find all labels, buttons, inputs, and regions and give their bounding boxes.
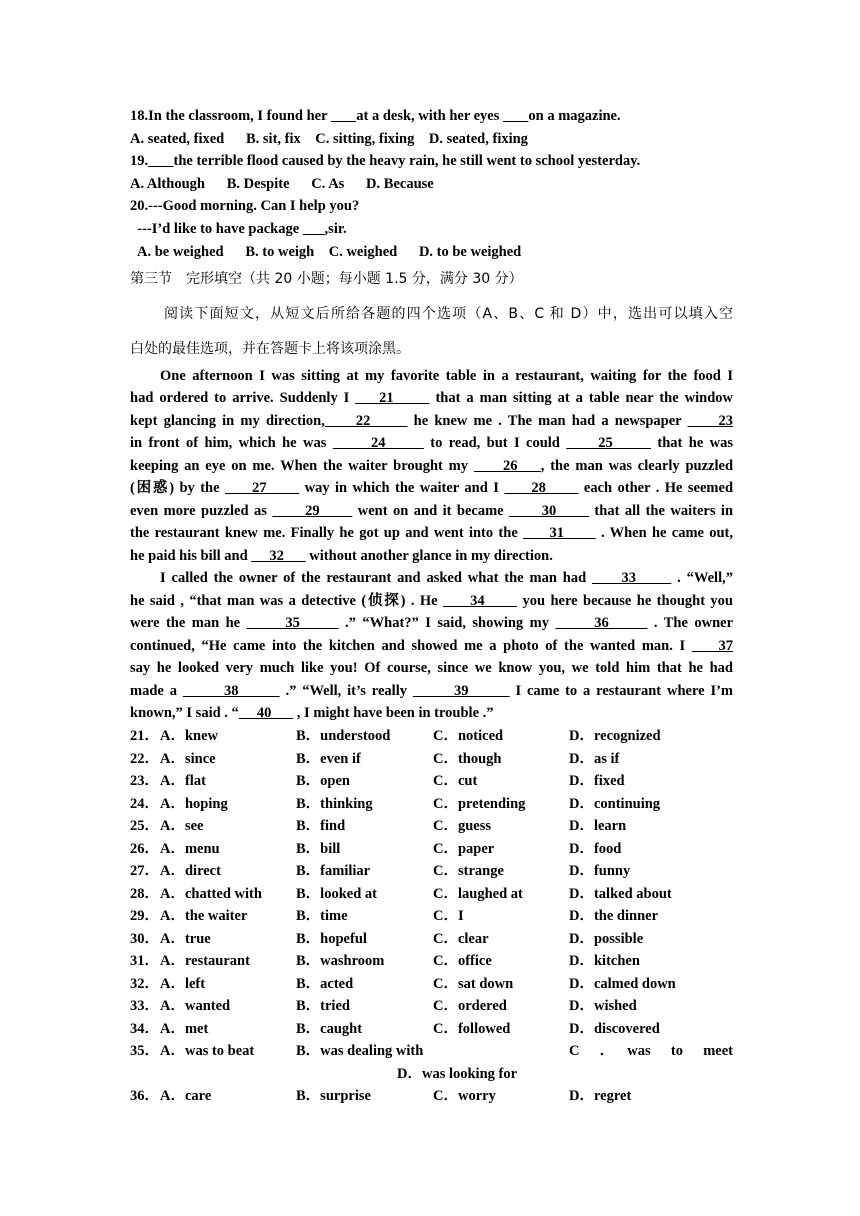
blank-30: 30 [509, 503, 589, 519]
stem-text: 19. [130, 153, 149, 169]
stem-text: ---I’d like to have package [130, 221, 303, 237]
question-number: 35． [130, 1043, 159, 1059]
option-d: D．food [569, 840, 622, 857]
option-b: B．tried [296, 998, 350, 1014]
passage-text: that a man sitting at a table near the window [429, 390, 734, 406]
passage-text: continued, “He came into the kitchen and showed me a photo of the wanted man. I [130, 638, 692, 654]
passage-line [130, 412, 733, 430]
passage-text: that all the waiters in [588, 503, 734, 519]
question-19-stem [130, 152, 733, 170]
passage-text: even more puzzled as [130, 503, 273, 519]
passage-text: keeping an eye on me. When the waiter brought my [130, 458, 474, 474]
question-20-line2 [130, 220, 733, 238]
passage-text: to read, but I could [423, 435, 567, 451]
option-b: B．bill [296, 840, 341, 857]
option-d: D．fixed [569, 773, 625, 789]
blank-24: 24 [332, 435, 424, 451]
passage-line [130, 614, 733, 632]
question-number: 36． [130, 1088, 159, 1104]
option-a: A．the waiter [160, 908, 248, 924]
option-d: D．the dinner [569, 908, 659, 924]
option-a: A．knew [160, 728, 219, 744]
passage-text: you here because he thought you [517, 593, 733, 609]
passage-text: made a [130, 683, 183, 699]
passage-line [160, 569, 733, 587]
option-b: B．thinking [296, 795, 373, 812]
passage-text: I called the owner of the restaurant and asked what the man had [160, 570, 593, 586]
section-instruction: 阅读下面短文，从短文后所给各题的四个选项（A、B、C 和 D）中，选出可以填入空 [164, 306, 733, 322]
passage-text: without another glance in my direction. [305, 548, 553, 564]
question-number: 21． [130, 728, 159, 744]
question-18-stem [130, 107, 733, 125]
option-d: D．possible [569, 930, 644, 947]
blank [331, 108, 356, 124]
passage-text: each other . He seemed [578, 480, 734, 496]
option-a: A．true [160, 930, 211, 947]
option-c: C．though [433, 750, 502, 767]
passage-line [130, 704, 733, 722]
option-a: A．left [160, 975, 206, 992]
option-a: A．was to beat [160, 1043, 255, 1059]
question-20-line1: 20.---Good morning. Can I help you? [130, 198, 360, 214]
blank-28: 28 [504, 480, 579, 496]
option-c: C．strange [433, 863, 504, 879]
blank [303, 221, 325, 237]
option-d: D．discovered [569, 1020, 660, 1037]
question-number: 24． [130, 795, 159, 812]
option-c: C．guess [433, 818, 492, 834]
passage-text: . “Well,” [671, 570, 733, 586]
option-a: A．restaurant [160, 953, 250, 969]
stem-text: ,sir. [324, 221, 347, 237]
section-title: 第三节 完形填空（共 20 小题；每小题 1.5 分，满分 30 分） [130, 271, 523, 287]
passage-line [130, 592, 733, 610]
passage-text: (困惑) by the [130, 480, 225, 496]
passage-text: I came to a restaurant where I’m [509, 683, 734, 699]
option-a: A．hoping [160, 795, 228, 812]
blank-22: 22 [324, 413, 408, 429]
passage-text: the restaurant knew me. Finally he got up and went into the [130, 525, 524, 541]
question-number: 32． [130, 975, 159, 992]
passage-text: were the man he [130, 615, 247, 631]
question-18-options: A. seated, fixed B. sit, fix C. sitting, fixing D. seated, fixing [130, 131, 528, 147]
passage-text: .” “Well, it’s really [279, 683, 413, 699]
question-number: 34． [130, 1020, 159, 1037]
option-c: C．noticed [433, 728, 504, 744]
option-b: B．washroom [296, 953, 385, 969]
option-d: D．learn [569, 818, 627, 834]
question-20-options: A. be weighed B. to weigh C. weighed D. to be weighed [137, 244, 522, 260]
blank-38: 38 [182, 683, 280, 699]
option-c: C．paper [433, 840, 495, 857]
question-number: 27． [130, 863, 159, 879]
option-b: B．looked at [296, 885, 377, 902]
option-a: A．care [160, 1088, 212, 1104]
passage-line [130, 389, 733, 407]
blank-39: 39 [412, 683, 510, 699]
blank-31: 31 [523, 525, 596, 541]
stem-text: the terrible flood caused by the heavy rain, he still went to school yesterday. [173, 153, 641, 169]
passage-line [130, 479, 733, 497]
question-number: 26． [130, 840, 159, 857]
passage-text: kept glancing in my direction, [130, 413, 325, 429]
stem-text: at a desk, with her eyes [356, 108, 504, 124]
passage-line: say he looked very much like you! Of course, since we know you, we told him that he had [130, 660, 733, 676]
passage-text: way in which the waiter and I [299, 480, 505, 496]
option-a: A．chatted with [160, 885, 262, 902]
passage-text: known,” I said . “ [130, 705, 239, 721]
option-a: A．flat [160, 773, 206, 789]
option-c: C．office [433, 953, 492, 969]
blank-23: 23 [687, 413, 733, 429]
option-b: B．caught [296, 1020, 363, 1037]
option-d: D．continuing [569, 795, 661, 812]
passage-line [130, 682, 733, 700]
passage-text: had ordered to arrive. Suddenly I [130, 390, 356, 406]
blank [503, 108, 528, 124]
passage-line [130, 547, 733, 565]
option-b: B．find [296, 818, 346, 834]
stem-text: 18.In the classroom, I found her [130, 108, 331, 124]
option-c: C．sat down [433, 975, 514, 992]
blank-34: 34 [443, 593, 518, 609]
blank-27: 27 [225, 480, 300, 496]
passage-text: , I might have been in trouble .” [293, 705, 494, 721]
option-d: D．calmed down [569, 975, 676, 992]
option-b: B．surprise [296, 1088, 371, 1104]
blank-33: 33 [592, 570, 672, 586]
option-d: D．funny [569, 863, 631, 879]
passage-text: . When he came out, [595, 525, 734, 541]
option-d: D．as if [569, 750, 620, 767]
stem-text: on a magazine. [528, 108, 621, 124]
option-c: C．followed [433, 1020, 511, 1037]
blank-21: 21 [355, 390, 430, 406]
passage-text: . The owner [647, 615, 734, 631]
passage-text: he knew me . The man had a newspaper [407, 413, 688, 429]
option-a: A．direct [160, 863, 221, 879]
question-number: 29． [130, 908, 159, 924]
passage-line [130, 434, 733, 452]
option-c: C．I [433, 908, 464, 924]
passage-line [130, 524, 733, 542]
option-a: A．met [160, 1020, 209, 1037]
blank-36: 36 [555, 615, 648, 631]
blank-40: 40 [238, 705, 294, 721]
passage-text: he said , “that man was a detective (侦探) . He [130, 593, 444, 609]
option-b: B．even if [296, 750, 361, 767]
passage-text: he paid his bill and [130, 548, 252, 564]
option-b: B．time [296, 908, 348, 924]
option-b: B．familiar [296, 863, 371, 879]
option-d: D．wished [569, 998, 637, 1014]
option-c: C．worry [433, 1088, 496, 1104]
blank-25: 25 [566, 435, 652, 451]
blank-35: 35 [246, 615, 339, 631]
option-b: B．acted [296, 975, 354, 992]
blank-26: 26 [473, 458, 541, 474]
option-a: A．since [160, 750, 216, 767]
blank-37: 37 [691, 638, 733, 654]
option-b: B．was dealing with [296, 1043, 424, 1059]
passage-line [130, 457, 733, 475]
option-d: D．was looking for [397, 1066, 518, 1082]
option-c: C ． was to meet [569, 1043, 733, 1059]
blank [148, 153, 173, 169]
passage-text: , the man was clearly puzzled [540, 458, 734, 474]
option-d: D．regret [569, 1088, 632, 1104]
passage-text: .” “What?” I said, showing my [338, 615, 556, 631]
option-b: B．open [296, 773, 350, 789]
question-number: 25． [130, 818, 159, 834]
option-d: D．kitchen [569, 953, 640, 969]
question-number: 23． [130, 773, 159, 789]
passage-text: that he was [651, 435, 734, 451]
option-a: A．wanted [160, 998, 231, 1014]
option-a: A．menu [160, 840, 220, 857]
option-c: C．pretending [433, 795, 526, 812]
blank-29: 29 [272, 503, 353, 519]
passage-line [130, 637, 733, 655]
option-a: A．see [160, 818, 204, 834]
section-instruction-cont: 白处的最佳选项，并在答题卡上将该项涂黑。 [130, 341, 410, 357]
option-c: C．laughed at [433, 885, 523, 902]
option-b: B．understood [296, 728, 391, 744]
question-number: 30． [130, 930, 159, 947]
question-number: 31． [130, 953, 159, 969]
passage-line: One afternoon I was sitting at my favorite table in a restaurant, waiting for the food I [160, 368, 733, 384]
option-c: C．cut [433, 773, 478, 789]
passage-line [130, 502, 733, 520]
option-c: C．ordered [433, 998, 507, 1014]
option-d: D．recognized [569, 728, 661, 744]
question-number: 22． [130, 750, 159, 767]
option-b: B．hopeful [296, 930, 367, 947]
question-19-options: A. Although B. Despite C. As D. Because [130, 176, 434, 192]
passage-text: in front of him, which he was [130, 435, 333, 451]
question-number: 28． [130, 885, 159, 902]
passage-text: went on and it became [352, 503, 510, 519]
option-d: D．talked about [569, 885, 672, 902]
blank-32: 32 [251, 548, 306, 564]
question-number: 33． [130, 998, 159, 1014]
option-c: C．clear [433, 930, 489, 947]
